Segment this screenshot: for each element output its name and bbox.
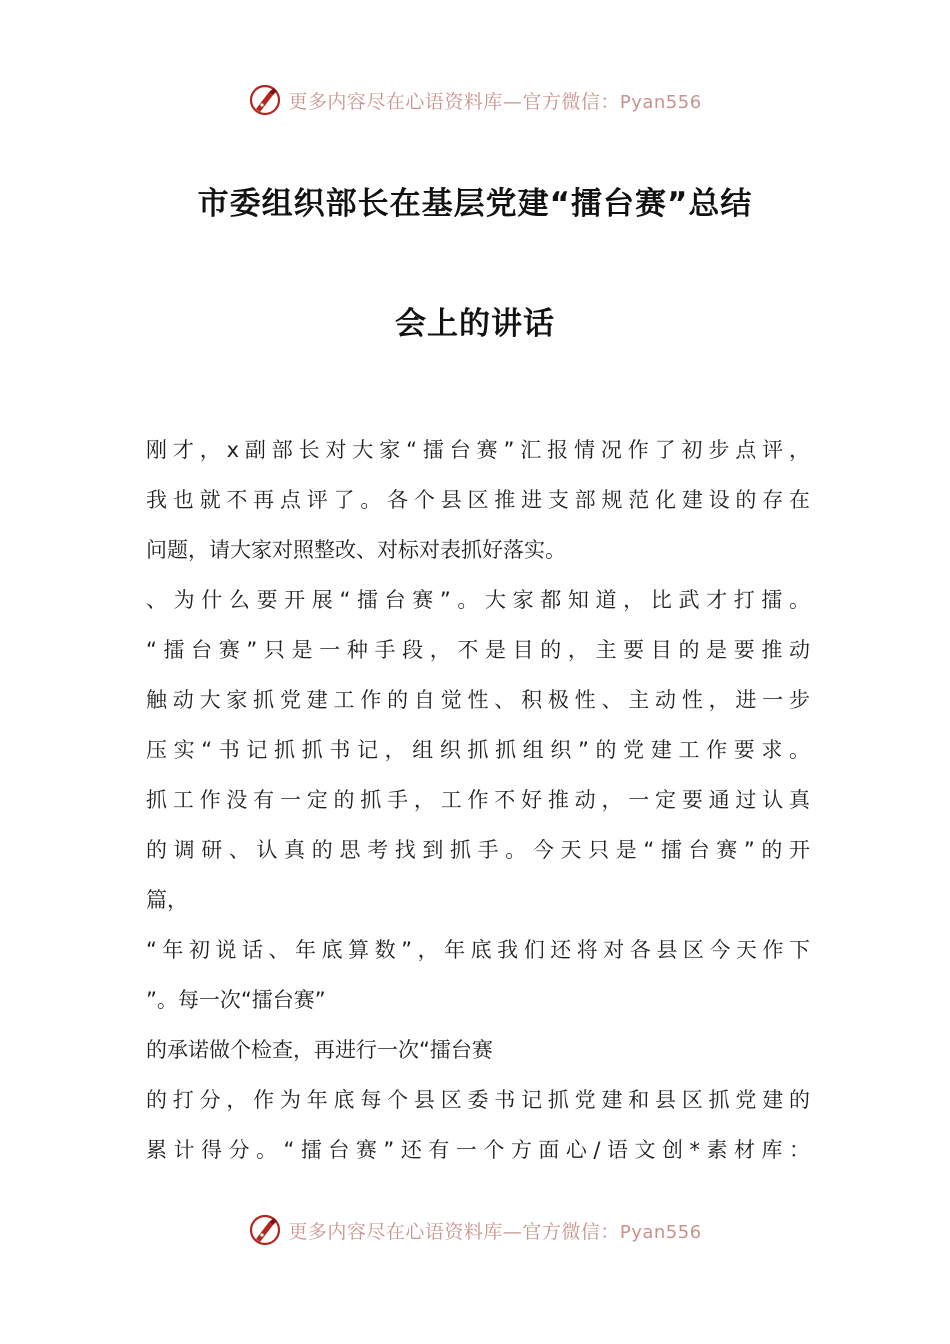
body-line: 、为什么要开展“擂台赛”。大家都知道，比武才打擂。 bbox=[146, 588, 810, 612]
body-line: 问题，请大家对照整改、对标对表抓好落实。 bbox=[146, 538, 566, 562]
body-line: 我也就不再点评了。各个县区推进支部规范化建设的存在 bbox=[146, 488, 810, 512]
header-banner-text: 更多内容尽在心语资料库—官方微信：Pyan556 bbox=[288, 90, 702, 113]
body-line: 抓工作没有一定的抓手，工作不好推动，一定要通过认真 bbox=[146, 788, 810, 812]
body-line: 压实“书记抓抓书记，组织抓抓组织”的党建工作要求。 bbox=[146, 738, 810, 762]
body-line: 触动大家抓党建工作的自觉性、积极性、主动性，进一步 bbox=[146, 688, 810, 712]
footer-banner bbox=[0, 1210, 950, 1250]
body-line: 累计得分。“擂台赛”还有一个方面心/语文创*素材库： bbox=[146, 1138, 810, 1162]
header-banner bbox=[0, 80, 950, 120]
body-line: “擂台赛”只是一种手段，不是目的，主要目的是要推动 bbox=[146, 638, 810, 662]
document-title-line-2: 会上的讲话 bbox=[395, 306, 555, 342]
document-body bbox=[146, 425, 810, 1175]
body-line: ”。每一次“擂台赛” bbox=[146, 988, 326, 1012]
pen-nib-logo-icon bbox=[248, 83, 282, 117]
header-wechat-id: Pyan556 bbox=[619, 91, 702, 113]
body-line: 的打分，作为年底每个县区委书记抓党建和县区抓党建的 bbox=[146, 1088, 810, 1112]
body-line: 的调研、认真的思考找到抓手。今天只是“擂台赛”的开 bbox=[146, 838, 810, 862]
pen-nib-logo-icon bbox=[248, 1213, 282, 1247]
footer-wechat-id: Pyan556 bbox=[619, 1221, 702, 1243]
body-line: 篇， bbox=[146, 888, 188, 912]
body-line: “年初说话、年底算数”，年底我们还将对各县区今天作下 bbox=[146, 938, 810, 962]
body-line: 的承诺做个检查，再进行一次“擂台赛 bbox=[146, 1038, 493, 1062]
body-line: 刚才，x副部长对大家“擂台赛”汇报情况作了初步点评， bbox=[146, 438, 810, 462]
footer-banner-text: 更多内容尽在心语资料库—官方微信：Pyan556 bbox=[288, 1220, 702, 1243]
document-title-line-1: 市委组织部长在基层党建“擂台赛”总结 bbox=[197, 186, 753, 222]
